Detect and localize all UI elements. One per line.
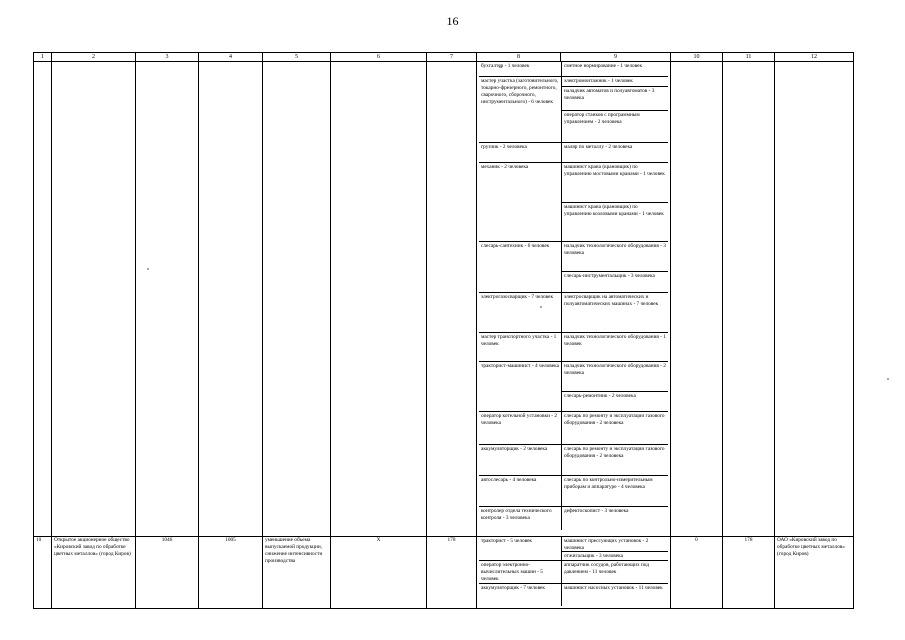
- scan-speck: [887, 378, 889, 380]
- table-row: [34, 62, 854, 537]
- training-column: [562, 333, 668, 361]
- training-column: [562, 163, 668, 241]
- column-header: 11: [723, 53, 775, 62]
- table-cell: [52, 62, 136, 537]
- training-column: [562, 561, 668, 583]
- position-cell: аккумуляторщик - 2 человека: [479, 445, 562, 475]
- job-row: [479, 293, 668, 333]
- column-header: 4: [199, 53, 263, 62]
- training-cell: аппаратчик сосудов, работающих под давлением - 11 человек: [564, 562, 649, 575]
- job-row: [479, 163, 668, 242]
- job-row: [479, 445, 668, 476]
- training-cell: машинист крана (крановщик) по управлению мостовыми кранами - 1 человек: [562, 163, 668, 203]
- job-row: [479, 143, 668, 163]
- training-cell: слесарь-инструментальщик - 3 человека: [564, 273, 655, 279]
- training-column: [562, 77, 668, 142]
- position-cell: бухгалтер - 1 человек: [479, 62, 562, 76]
- table-row: [34, 537, 854, 609]
- table-cell: [136, 62, 199, 537]
- column-header: 2: [52, 53, 136, 62]
- training-column: [562, 507, 668, 530]
- training-cell: дефектоскопист - 3 человека: [564, 508, 629, 514]
- table-cell: X: [331, 537, 427, 609]
- jobs-cell: [477, 62, 671, 537]
- training-cell: наладчик технологического оборудования - 2 человека: [562, 362, 668, 392]
- training-cell: машинист крана (крановщик) по управлению козловыми кранами - 1 человек: [564, 204, 664, 217]
- training-column: [562, 445, 668, 475]
- job-row: [479, 333, 668, 362]
- job-row: [479, 242, 668, 293]
- position-cell: автослесарь - 4 человека: [479, 476, 562, 506]
- reason-cell: уменьшение объема выпускаемой продукции, снижение интенсивности производства: [263, 537, 331, 609]
- job-row: [479, 62, 668, 77]
- training-cell: слесарь по ремонту и эксплуатации газового оборудования - 2 человека: [564, 413, 665, 426]
- training-cell: наладчик технологического оборудования - 1 человек: [564, 334, 666, 347]
- job-row: [479, 412, 668, 445]
- job-row: [479, 507, 668, 530]
- position-cell: тракторист - 5 человек: [479, 537, 562, 560]
- column-header: 5: [263, 53, 331, 62]
- column-header: 3: [136, 53, 199, 62]
- column-header: 6: [331, 53, 427, 62]
- position-cell: механик - 2 человека: [479, 163, 562, 241]
- training-cell: сметное нормирование - 1 человек: [564, 63, 643, 69]
- table-cell: [263, 62, 331, 537]
- column-header: 10: [671, 53, 723, 62]
- table-cell: [427, 62, 477, 537]
- position-cell: аккумуляторщик - 7 человек: [479, 584, 562, 606]
- job-row: [479, 362, 668, 412]
- training-column: [562, 537, 668, 560]
- table-cell: 178: [427, 537, 477, 609]
- organization-cell: ОАО «Кировский завод по обработке цветных металлов» (город Киров): [775, 537, 854, 609]
- column-header: 9: [561, 53, 671, 62]
- training-cell: отжигальщик - 3 человека: [564, 553, 623, 559]
- organization-cell: Открытое акционерное общество «Кировский завод по обработке цветных металлов» (город Киров): [52, 537, 136, 609]
- position-cell: мастер транспортного участка - 1 человек: [479, 333, 562, 361]
- column-header: 8: [477, 53, 561, 62]
- job-row: [479, 476, 668, 507]
- job-row: [479, 561, 668, 584]
- training-column: [562, 62, 668, 76]
- job-row: [479, 584, 668, 606]
- training-cell: слесарь по контрольно-измерительным приборам и аппаратуре - 4 человека: [564, 477, 653, 490]
- position-cell: мастер участка (заготовительного, токарно-фрезерного, ремонтного, сварочного, сборочного, инструментального) - 6 человек: [479, 77, 562, 142]
- training-cell: электромонтажник - 1 человек: [562, 77, 668, 87]
- table-cell: 0: [671, 537, 723, 609]
- table-cell: 1046: [136, 537, 199, 609]
- training-cell: наладчик технологического оборудования - 3 человека: [562, 242, 668, 272]
- position-cell: грузчик - 2 человека: [479, 143, 562, 162]
- table-cell: [331, 62, 427, 537]
- training-cell: слесарь по ремонту и эксплуатации газового оборудования - 2 человека: [564, 446, 665, 459]
- position-cell: оператор электронно-вычислительных машин - 5 человек: [479, 561, 562, 583]
- table-cell: 178: [723, 537, 775, 609]
- position-cell: слесарь-сантехник - 6 человек: [479, 242, 562, 292]
- job-row: [479, 77, 668, 143]
- training-cell: наладчик автоматов и полуавтоматов - 3 человека: [562, 87, 668, 111]
- table-cell: [199, 62, 263, 537]
- training-column: [562, 412, 668, 444]
- column-header: 1: [34, 53, 52, 62]
- training-cell: маляр по металлу - 2 человека: [564, 144, 633, 150]
- position-cell: оператор котельной установки - 2 человека: [479, 412, 562, 444]
- table-cell: [723, 62, 775, 537]
- position-cell: тракторист-машинист - 4 человека: [479, 362, 562, 411]
- training-column: [562, 143, 668, 162]
- position-cell: электрогазосварщик - 7 человек: [479, 293, 562, 332]
- column-header: 7: [427, 53, 477, 62]
- page-number: 16: [446, 14, 459, 28]
- training-column: [562, 242, 668, 292]
- data-table: [33, 52, 854, 609]
- header-row: [34, 53, 854, 62]
- training-cell: машинист насосных установок - 11 человек: [564, 585, 663, 591]
- training-cell: слесарь-ремонтник - 2 человека: [564, 393, 636, 399]
- jobs-cell: [477, 537, 671, 609]
- row-number-cell: 10: [34, 537, 52, 609]
- training-column: [562, 362, 668, 411]
- training-column: [562, 476, 668, 506]
- table-cell: [34, 62, 52, 537]
- table-cell: [671, 62, 723, 537]
- training-cell: электросварщик на автоматических и полуавтоматических машинах - 7 человек: [564, 294, 659, 307]
- training-column: [562, 584, 668, 606]
- column-header: 12: [775, 53, 854, 62]
- training-cell: оператор станков с программным управлением - 2 человека: [564, 112, 640, 125]
- position-cell: контролер отдела технического контроля - 3 человека: [479, 507, 562, 530]
- training-cell: машинист прессующих установок - 2 человека: [562, 537, 668, 552]
- training-column: [562, 293, 668, 332]
- table-cell: [775, 62, 854, 537]
- job-row: [479, 537, 668, 561]
- table-cell: 1005: [199, 537, 263, 609]
